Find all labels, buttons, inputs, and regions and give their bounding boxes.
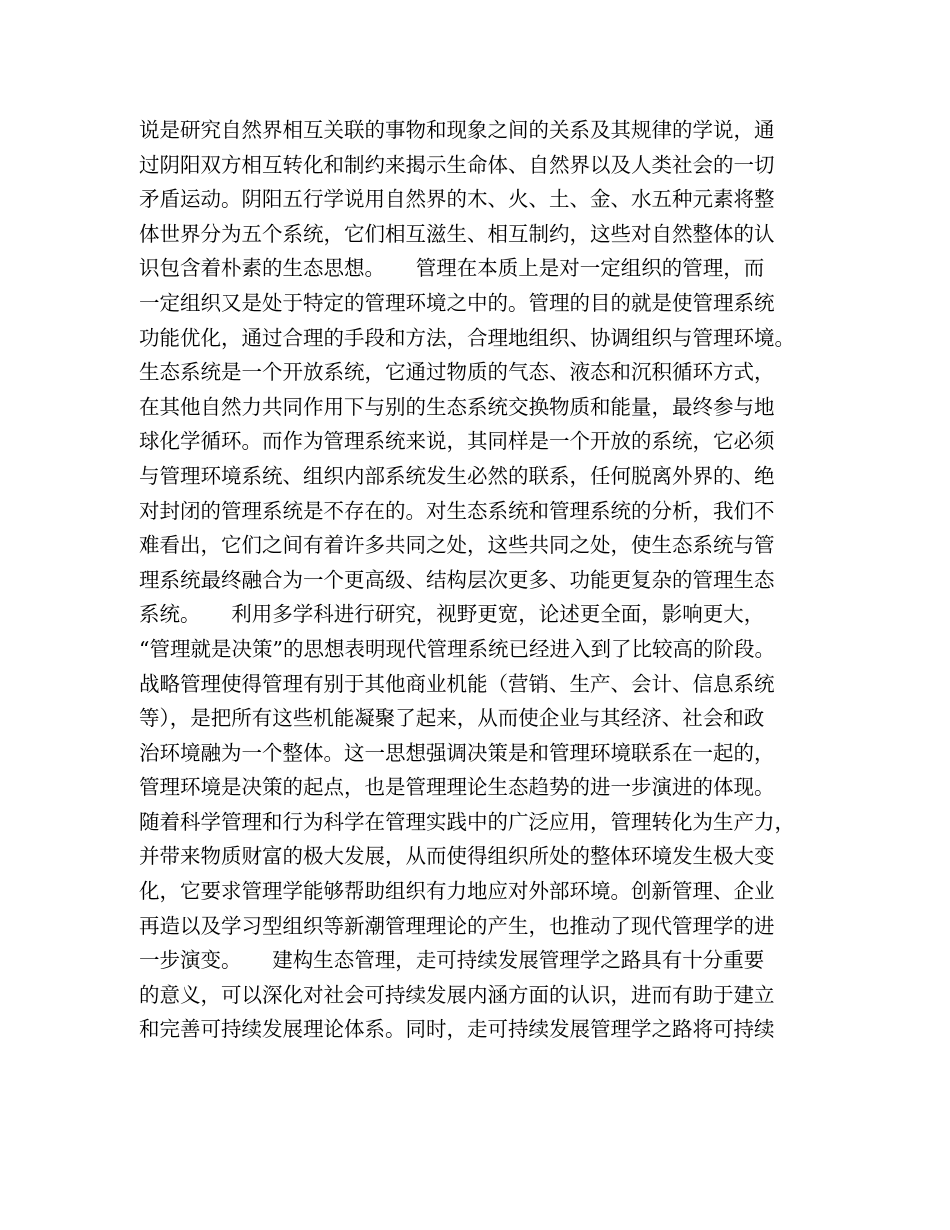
body-text xyxy=(139,113,839,1047)
text-line: 再造以及学习型组织等新潮管理理论的产生，也推动了现代管理学的进 xyxy=(139,913,775,938)
text-line: 随着科学管理和行为科学在管理实践中的广泛应用，管理转化为生产力， xyxy=(139,809,795,834)
text-line: 一步演变。 建构生态管理，走可持续发展管理学之路具有十分重要 xyxy=(139,948,765,973)
text-line: 说是研究自然界相互关联的事物和现象之间的关系及其规律的学说，通 xyxy=(139,118,775,142)
text-line: 管理环境是决策的起点，也是管理理论生态趋势的进一步演进的体现。 xyxy=(139,775,775,800)
text-line: 理系统最终融合为一个更高级、结构层次更多、功能更复杂的管理生态 xyxy=(139,567,775,592)
text-line: 球化学循环。而作为管理系统来说，其同样是一个开放的系统，它必须 xyxy=(139,429,775,454)
text-line: 和完善可持续发展理论体系。同时，走可持续发展管理学之路将可持续 xyxy=(139,1017,775,1042)
text-line: 识包含着朴素的生态思想。 管理在本质上是对一定组织的管理，而 xyxy=(139,256,765,281)
text-line: 在其他自然力共同作用下与别的生态系统交换物质和能量，最终参与地 xyxy=(139,394,775,419)
text-line: 并带来物质财富的极大发展，从而使得组织所处的整体环境发生极大变 xyxy=(139,844,775,869)
text-line: 体世界分为五个系统，它们相互滋生、相互制约，这些对自然整体的认 xyxy=(139,221,775,246)
text-line: 对封闭的管理系统是不存在的。对生态系统和管理系统的分析，我们不 xyxy=(139,498,775,523)
text-line: 生态系统是一个开放系统，它通过物质的气态、液态和沉积循环方式， xyxy=(139,360,775,385)
text-line: 矛盾运动。阴阳五行学说用自然界的木、火、土、金、水五种元素将整 xyxy=(139,187,775,212)
text-line: 与管理环境系统、组织内部系统发生必然的联系，任何脱离外界的、绝 xyxy=(139,463,775,488)
text-line: 化，它要求管理学能够帮助组织有力地应对外部环境。创新管理、企业 xyxy=(139,879,775,904)
text-line: 战略管理使得管理有别于其他商业机能（营销、生产、会计、信息系统 xyxy=(139,671,775,696)
text-line: 的意义，可以深化对社会可持续发展内涵方面的认识，进而有助于建立 xyxy=(139,982,775,1007)
text-line: “管理就是决策”的思想表明现代管理系统已经进入到了比较高的阶段。 xyxy=(139,636,775,661)
text-line: 一定组织又是处于特定的管理环境之中的。管理的目的就是使管理系统 xyxy=(139,290,775,315)
text-line: 功能优化，通过合理的手段和方法，合理地组织、协调组织与管理环境。 xyxy=(139,325,795,350)
text-line: 过阴阳双方相互转化和制约来揭示生命体、自然界以及人类社会的一切 xyxy=(139,152,775,177)
text-line: 等），是把所有这些机能凝聚了起来，从而使企业与其经济、社会和政 xyxy=(139,706,765,731)
text-line: 系统。 利用多学科进行研究，视野更宽，论述更全面，影响更大， xyxy=(139,602,765,627)
text-line: 治环境融为一个整体。这一思想强调决策是和管理环境联系在一起的， xyxy=(139,740,775,765)
text-line: 难看出，它们之间有着许多共同之处，这些共同之处，使生态系统与管 xyxy=(139,533,775,558)
